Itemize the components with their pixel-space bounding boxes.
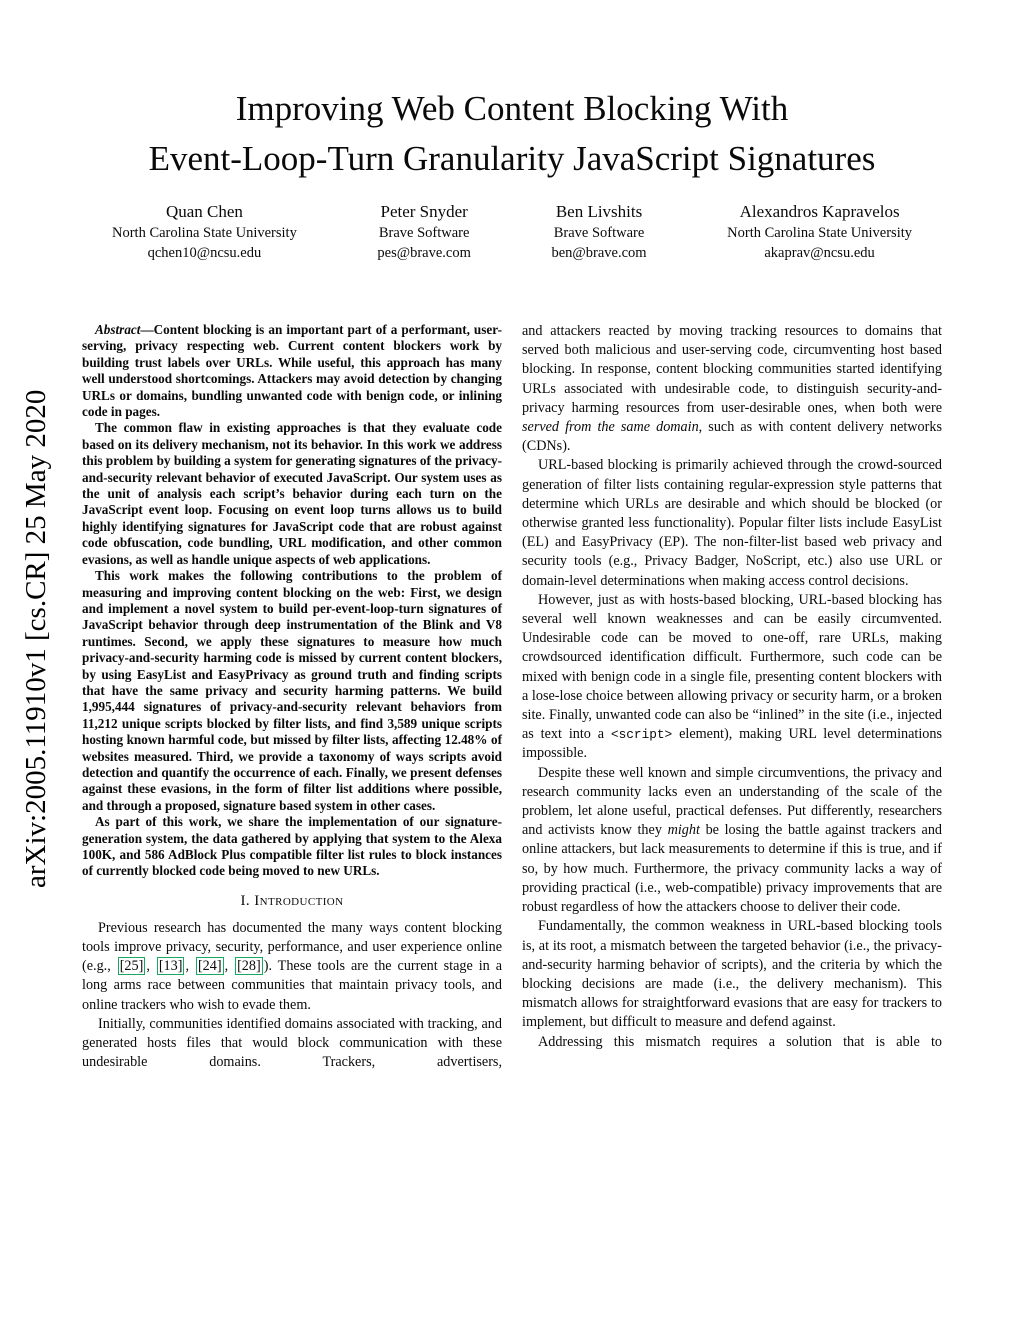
arxiv-watermark: arXiv:2005.11910v1 [cs.CR] 25 May 2020 bbox=[20, 389, 52, 889]
citation-link[interactable]: [24] bbox=[197, 958, 222, 975]
abstract bbox=[82, 322, 502, 880]
text-segment: element), making URL level determinations impossible. bbox=[522, 726, 942, 762]
author-affiliation: North Carolina State University bbox=[727, 225, 912, 241]
author-email: akaprav@ncsu.edu bbox=[764, 245, 875, 261]
author-email: qchen10@ncsu.edu bbox=[147, 245, 262, 261]
author-name: Quan Chen bbox=[165, 202, 243, 221]
intro-paragraph-3 bbox=[522, 322, 942, 456]
author-name: Peter Snyder bbox=[380, 202, 468, 221]
text-segment: , bbox=[146, 958, 156, 975]
text-segment: , bbox=[185, 958, 195, 975]
abstract-paragraph-4 bbox=[82, 814, 502, 880]
text-segment: be losing the battle against trackers and online attackers, but lack measurements to determine if this is true, and if so, by how much. Furthermore, the privacy community lacks a way of providing practical (i.e., web-compatible) privacy improvements that are robust regardless of how the attackers choose to deliver their code. bbox=[522, 822, 943, 916]
column-left bbox=[82, 322, 502, 1072]
paper-title-line1: Improving Web Content Blocking With bbox=[235, 89, 789, 128]
text-segment: Fundamentally, the common weakness in URL-based blocking tools is, at its root, a mismatch between the targeted behavior (i.e., the privacy-and-security harming behavior of scripts), and the criteria by which the blocking decisions are made (i.e., the delivery mechanism). This mismatch allows for straightforward evasions that are easy for trackers to implement, but difficult to measure and defend against. bbox=[522, 918, 942, 1031]
text-segment: Despite these well known and simple circumventions, the privacy and research community lacks even an understanding of the scale of the problem, let alone useful, practical defenses. Put differently, researchers and activists know they bbox=[522, 764, 942, 839]
section-heading-introduction: I. Introduction bbox=[240, 892, 344, 909]
title-block bbox=[0, 84, 1024, 184]
intro-paragraph-7 bbox=[522, 917, 942, 1032]
author-block-4 bbox=[727, 201, 912, 263]
author-affiliation: Brave Software bbox=[553, 225, 645, 241]
text-segment: Abstract bbox=[95, 322, 141, 337]
abstract-paragraph-3 bbox=[82, 568, 502, 814]
text-segment: —Content blocking is an important part of a performant, user-serving, privacy respecting web. Current content blockers work by building trust labels over URLs. While useful, this approach has many well understood shortcomings. Attackers may avoid detection by changing URLs or domains, bundling unwanted code with benign code, or inlining code in pages. bbox=[82, 322, 502, 420]
text-segment: and attackers reacted by moving tracking resources to domains that served both malicious and user-serving code, circumventing host based blocking. In response, content blocking communities started identifying URLs associated with undesirable code, to distinguish security-and-privacy harming resources from user-desirable ones, when both were bbox=[522, 323, 942, 416]
text-segment: served from the same domain bbox=[522, 419, 699, 436]
text-segment: might bbox=[667, 822, 700, 839]
abstract-paragraph-2 bbox=[82, 420, 502, 568]
author-block-2 bbox=[377, 201, 470, 263]
intro-paragraph-6 bbox=[522, 764, 942, 918]
intro-paragraph-4 bbox=[522, 456, 942, 590]
author-email: ben@brave.com bbox=[551, 245, 647, 261]
body-columns bbox=[82, 322, 942, 1072]
text-segment: , such as with content delivery networks (CDNs). bbox=[522, 419, 942, 455]
text-segment: Addressing this mismatch requires a solution that is able to bbox=[538, 1033, 942, 1050]
column-right bbox=[522, 322, 942, 1072]
intro-paragraph-8 bbox=[522, 1033, 942, 1052]
text-segment: URL-based blocking is primarily achieved through the crowd-sourced generation of filter lists containing regular-expression style patterns that determine which URLs are desirable and which should be blocked (or otherwise granted less functionality). Popular filter lists include EasyList (EL) and EasyPrivacy (EP). The non-filter-list based web privacy and security tools (e.g., Privacy Badger, NoScript, etc.) also use URL or domain-level determinations when making access control decisions. bbox=[522, 457, 942, 589]
author-block-1 bbox=[112, 201, 297, 263]
text-segment: Previous research has documented the many ways content blocking tools improve privacy, security, performance, and user experience online (e.g., bbox=[82, 919, 502, 975]
author-name: Ben Livshits bbox=[555, 202, 643, 221]
intro-paragraph-1 bbox=[82, 919, 502, 1015]
abstract-paragraph-1 bbox=[82, 322, 502, 420]
author-name: Alexandros Kapravelos bbox=[739, 202, 900, 221]
text-segment: , bbox=[224, 958, 235, 975]
citation-link[interactable]: [28] bbox=[237, 958, 261, 975]
author-email: pes@brave.com bbox=[377, 245, 471, 261]
authors-row bbox=[112, 201, 912, 263]
paper-title-line2: Event-Loop-Turn Granularity JavaScript Signatures bbox=[148, 139, 876, 178]
text-segment: ). These tools are the current stage in a long arms race between communities that maintain privacy tools, and online trackers who wish to evade them. bbox=[82, 958, 502, 1013]
text-segment: Initially, communities identified domains associated with tracking, and generated hosts files that would block communication with these undesirable domains. Trackers, advertisers, bbox=[82, 1015, 502, 1071]
text-segment: <script> bbox=[610, 727, 673, 743]
citation-link[interactable]: [13] bbox=[158, 958, 183, 975]
text-segment: The common flaw in existing approaches is that they evaluate code based on its delivery mechanism, not its behavior. In this work we address this problem by building a system for generating signatures of the privacy-and-security relevant behavior of executed JavaScript. Our system uses as the unit of analysis each script’s behavior during each turn on the JavaScript event loop. Focusing on event loop turns allows us to build highly identifying signatures for JavaScript code that are robust against code obfuscation, code bundling, URL modification, and other common evasions, as well as handle unique aspects of web applications. bbox=[82, 420, 502, 567]
citation-link[interactable]: [25] bbox=[119, 958, 144, 975]
intro-paragraph-5 bbox=[522, 591, 942, 764]
text-segment: However, just as with hosts-based blocking, URL-based blocking has several well known weaknesses and can be easily circumvented. Undesirable code can be moved to one-off, rare URLs, making crowdsourced identification difficult. Furthermore, such code can be mixed with benign code in a single file, presenting content blockers with a lose-lose choice between allowing privacy or security harm, or a broken site. Finally, unwanted code can also be “inlined” in the site (i.e., injected as text into a bbox=[522, 591, 942, 743]
text-segment: This work makes the following contributions to the problem of measuring and improving content blocking on the web: First, we design and implement a novel system to build per-event-loop-turn signatures of JavaScript behavior through deep instrumentation of the Blink and V8 runtimes. Second, we apply these signatures to measure how much privacy-and-security harming code is missed by current content blockers, by using EasyList and EasyPrivacy as ground truth and finding scripts that have the same privacy and security harming patterns. We build 1,995,444 signatures of privacy-and-security relevant behaviors from 11,212 unique scripts blocked by filter lists, and find 3,589 unique scripts hosting known harmful code, but missed by filter lists, affecting 12.48% of websites measured. Third, we provide a taxonomy of ways scripts avoid detection and quantify the occurrence of each. Finally, we present defenses against these evasions, in the form of filter list additions where possible, and through a proposed, signature based system in other cases. bbox=[82, 568, 502, 813]
text-segment: As part of this work, we share the implementation of our signature-generation system, the data gathered by applying that system to the Alexa 100K, and 586 AdBlock Plus compatible filter list rules to block instances of currently blocked code being moved to new URLs. bbox=[82, 814, 502, 879]
intro-paragraph-2 bbox=[82, 1015, 502, 1073]
author-affiliation: North Carolina State University bbox=[112, 225, 297, 241]
author-block-3 bbox=[551, 201, 646, 263]
author-affiliation: Brave Software bbox=[378, 225, 470, 241]
